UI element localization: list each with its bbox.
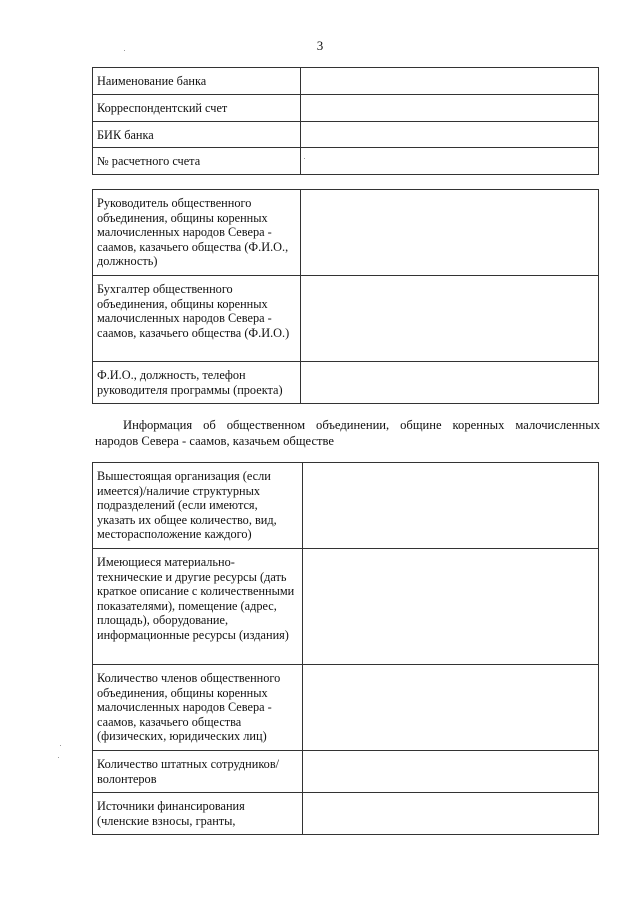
- scan-dot: [304, 158, 305, 159]
- head-of-organization-value[interactable]: [301, 190, 599, 276]
- settlement-account-value[interactable]: [301, 148, 599, 175]
- table-row: [93, 793, 599, 835]
- scan-dot: [60, 745, 61, 746]
- scan-dot: [58, 757, 59, 758]
- accountant-value[interactable]: [301, 276, 599, 362]
- table-row: [93, 549, 599, 665]
- bank-bik-label: БИК банка: [93, 122, 301, 148]
- staff-count-label: Количество штатных сотрудников/ волонтеров: [93, 751, 303, 793]
- resources-label: Имеющиеся материально-технические и другие ресурсы (дать краткое описание с количественными показателями), помещение (адрес, площадь), оборудование, информационные ресурсы (издания): [93, 549, 303, 665]
- page-number: 3: [316, 38, 324, 53]
- info-paragraph-line2: народов Севера - саамов, казачьем обществе: [95, 434, 334, 448]
- accountant-label: Бухгалтер общественного объединения, общины коренных малочисленных народов Севера - саамов, казачьего общества (Ф.И.О.): [93, 276, 301, 362]
- organization-info-table: [92, 462, 599, 835]
- table-row: [93, 665, 599, 751]
- scan-dot: [124, 50, 125, 51]
- correspondent-account-value[interactable]: [301, 95, 599, 122]
- info-paragraph-line1: Информация об общественном объединении, общине коренных малочисленных: [123, 418, 600, 432]
- resources-value[interactable]: [303, 549, 599, 665]
- bank-details-table: [92, 67, 599, 175]
- parent-organization-value[interactable]: [303, 463, 599, 549]
- funding-sources-label: Источники финансирования (членские взносы, гранты,: [93, 793, 303, 835]
- info-paragraph: [95, 417, 600, 449]
- table-row: [93, 190, 599, 276]
- member-count-label: Количество членов общественного объединения, общины коренных малочисленных народов Севера - саамов, казачьего общества (физических, юридических лиц): [93, 665, 303, 751]
- bank-bik-value[interactable]: [301, 122, 599, 148]
- bank-name-label: Наименование банка: [93, 68, 301, 95]
- table-row: [93, 68, 599, 95]
- table-row: [93, 122, 599, 148]
- program-head-value[interactable]: [301, 362, 599, 404]
- table-row: [93, 276, 599, 362]
- table-row: [93, 148, 599, 175]
- officials-table: [92, 189, 599, 404]
- funding-sources-value[interactable]: [303, 793, 599, 835]
- staff-count-value[interactable]: [303, 751, 599, 793]
- table-row: [93, 751, 599, 793]
- table-row: [93, 362, 599, 404]
- settlement-account-label: № расчетного счета: [93, 148, 301, 175]
- table-row: [93, 95, 599, 122]
- program-head-label: Ф.И.О., должность, телефон руководителя программы (проекта): [93, 362, 301, 404]
- table-row: [93, 463, 599, 549]
- parent-organization-label: Вышестоящая организация (если имеется)/наличие структурных подразделений (если имеются, указать их общее количество, вид, месторасположение каждого): [93, 463, 303, 549]
- member-count-value[interactable]: [303, 665, 599, 751]
- correspondent-account-label: Корреспондентский счет: [93, 95, 301, 122]
- bank-name-value[interactable]: [301, 68, 599, 95]
- head-of-organization-label: Руководитель общественного объединения, общины коренных малочисленных народов Севера - саамов, казачьего общества (Ф.И.О., должность): [93, 190, 301, 276]
